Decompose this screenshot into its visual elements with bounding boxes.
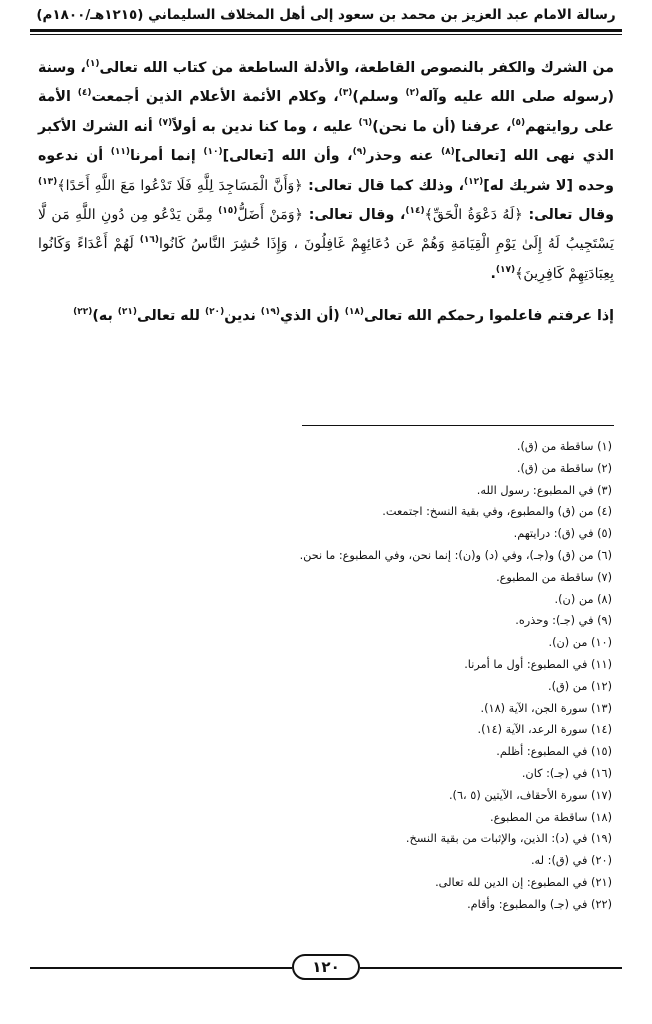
footnote-item: (١٤) سورة الرعد، الآية (١٤). (477, 723, 612, 737)
footnote-ref: (٦) (358, 117, 373, 128)
text-segment: أنه الشرك الأكبر الذي نهى الله [تعالى] (38, 118, 614, 165)
main-text (38, 54, 614, 332)
text-segment: ، وذلك كما قال تعالى: (302, 177, 464, 194)
text-segment: ، وقال تعالى: (303, 207, 406, 224)
footnote-item: (١٢) من (ق). (548, 679, 612, 693)
footnote-item: (١١) في المطبوع: أول ما أمرنا. (464, 657, 612, 671)
header-rule-thin (30, 34, 622, 35)
text-segment: (أن الذي (280, 308, 345, 325)
footnote-ref: (١) (85, 59, 100, 69)
footnote-item: (٢٠) في (ق): له. (530, 854, 612, 868)
footnote-item: (٢) ساقطة من (ق). (516, 461, 612, 475)
footnote-ref: (١٦) (139, 235, 159, 246)
footnote-item: (٤) من (ق) والمطبوع، وفي بقية النسخ: اجتمعت. (382, 505, 612, 519)
footnote-item: (٣) في المطبوع: رسول الله. (476, 483, 612, 497)
footnote-ref: (١٠) (203, 147, 223, 158)
footnote-item: (١٣) سورة الجن، الآية (١٨). (480, 701, 612, 715)
text-segment: وسلم) (352, 89, 406, 106)
footnote-ref: (٢١) (117, 307, 137, 318)
paragraph-1 (38, 54, 614, 289)
text-segment: الأمة على روايتهم (38, 89, 614, 135)
text-segment: ، وأن الله [تعالى] (222, 148, 353, 165)
text-segment: ، عرفنا (أن ما نحن) (372, 118, 512, 135)
text-segment: عليه ، وما كنا ندين به أولاً (172, 118, 359, 135)
footnote-item: (١٨) ساقطة من المطبوع. (490, 810, 612, 824)
footnote-ref: (١٥) (218, 206, 238, 217)
text-segment: إنما أمرنا (129, 148, 204, 165)
paragraph-2 (38, 302, 614, 331)
quran-verse: ﴿لَهُ دَعْوَةُ الْحَقِّ﴾ (424, 207, 523, 224)
footnote-ref: (١٨) (344, 307, 364, 318)
footnote-item: (٩) في (جـ): وحذره. (515, 614, 612, 628)
quran-verse: لَهُمْ أَعْدَاءً وَكَانُوا بِعِبَادَتِهِمْ كَافِرِينَ﴾ (38, 236, 614, 282)
footnote-item: (٢٢) في (جـ) والمطبوع: وأقام. (467, 897, 612, 911)
text-segment: أن ندعوه وحده [لا شريك له] (38, 148, 614, 194)
footnote-ref: (١٩) (260, 307, 280, 318)
footnote-item: (١٦) في (جـ): كان. (521, 766, 612, 780)
footnote-ref: (٢٠) (204, 307, 225, 318)
footnote-item: (١٩) في (د): الذين، والإثبات من بقية النسخ. (405, 832, 612, 846)
footnote-item: (١٠) من (ن). (548, 636, 612, 650)
footnote-ref: (١١) (110, 147, 130, 158)
footnote-ref: (٢٢) (73, 307, 93, 318)
footnote-item: (٢١) في المطبوع: إن الدين لله تعالى. (435, 875, 612, 889)
running-header: رسالة الامام عبد العزيز بن محمد بن سعود إلى أهل المخلاف السليماني (١٢١٥هـ/١٨٠٠م) (36, 7, 616, 23)
text-segment: به) (92, 308, 118, 325)
footer-rule-right (360, 967, 622, 969)
footnote-ref: (١٢) (464, 176, 484, 187)
footnote-ref: (٤) (77, 88, 92, 99)
footnote-ref: (١٧) (495, 264, 516, 275)
footnote-ref: (١٣) (38, 176, 58, 187)
footnote-item: (٧) ساقطة من المطبوع. (496, 570, 612, 584)
footnote-ref: (٥) (511, 117, 526, 128)
footnote-ref: (٧) (158, 117, 173, 128)
footnote-item: (٨) من (ن). (554, 592, 612, 606)
footnote-item: (١٧) سورة الأحقاف، الآيتين (٥ ،٦). (448, 788, 612, 802)
footnote-ref: (١٤) (405, 206, 425, 217)
text-segment: . (490, 265, 496, 282)
header-rule (30, 29, 622, 32)
quran-verse: ﴿وَأَنَّ الْمَسَاجِدَ لِلَّهِ فَلَا تَدْعُوا مَعَ اللَّهِ أَحَدًا﴾ (57, 177, 303, 194)
quran-verse: مِمَّن يَدْعُو مِن دُونِ اللَّهِ مَن لَّا يَسْتَجِيبُ لَهُ إِلَىٰ يَوْمِ الْقِيَامَةِ وَهُمْ عَن دُعَائِهِمْ غَافِلُونَ ، وَإِذَا حُشِرَ النَّاسُ كَانُوا (38, 207, 614, 253)
footnote-ref: (٩) (352, 147, 367, 158)
footnote-item: (٥) في (ق): درايتهم. (513, 527, 612, 541)
text-segment: ندين (224, 308, 261, 325)
footer-rule-left (30, 967, 292, 969)
footnote-item: (١٥) في المطبوع: أظلم. (496, 745, 612, 759)
footnote-ref: (٨) (441, 147, 455, 158)
footnote-item: (١) ساقطة من (ق). (516, 440, 612, 453)
text-segment: إذا عرفتم فاعلموا رحمكم الله تعالى (363, 308, 614, 325)
footnotes-list (142, 436, 612, 916)
footnote-ref: (٢) (405, 88, 420, 99)
text-segment: لله تعالى (136, 308, 205, 325)
text-segment: عنه وحذر (366, 148, 442, 165)
footnote-ref: (٣) (338, 88, 353, 99)
text-segment: ، وكلام الأئمة الأعلام الذين أجمعت (91, 89, 339, 106)
page-number: ١٢٠ (292, 954, 360, 980)
footnote-separator (302, 425, 614, 426)
text-segment: وقال تعالى: (522, 207, 614, 224)
text-segment: ، وسنة (رسوله صلى الله عليه وآله (38, 60, 614, 106)
footnote-item: (٦) من (ق) و(جـ)، وفي (د) و(ن): إنما نحن، وفي المطبوع: ما نحن. (299, 548, 612, 562)
text-segment: من الشرك والكفر بالنصوص القاطعة، والأدلة الساطعة من كتاب الله تعالى (99, 60, 614, 76)
quran-verse: ﴿وَمَنْ أَضَلُّ (237, 207, 303, 224)
